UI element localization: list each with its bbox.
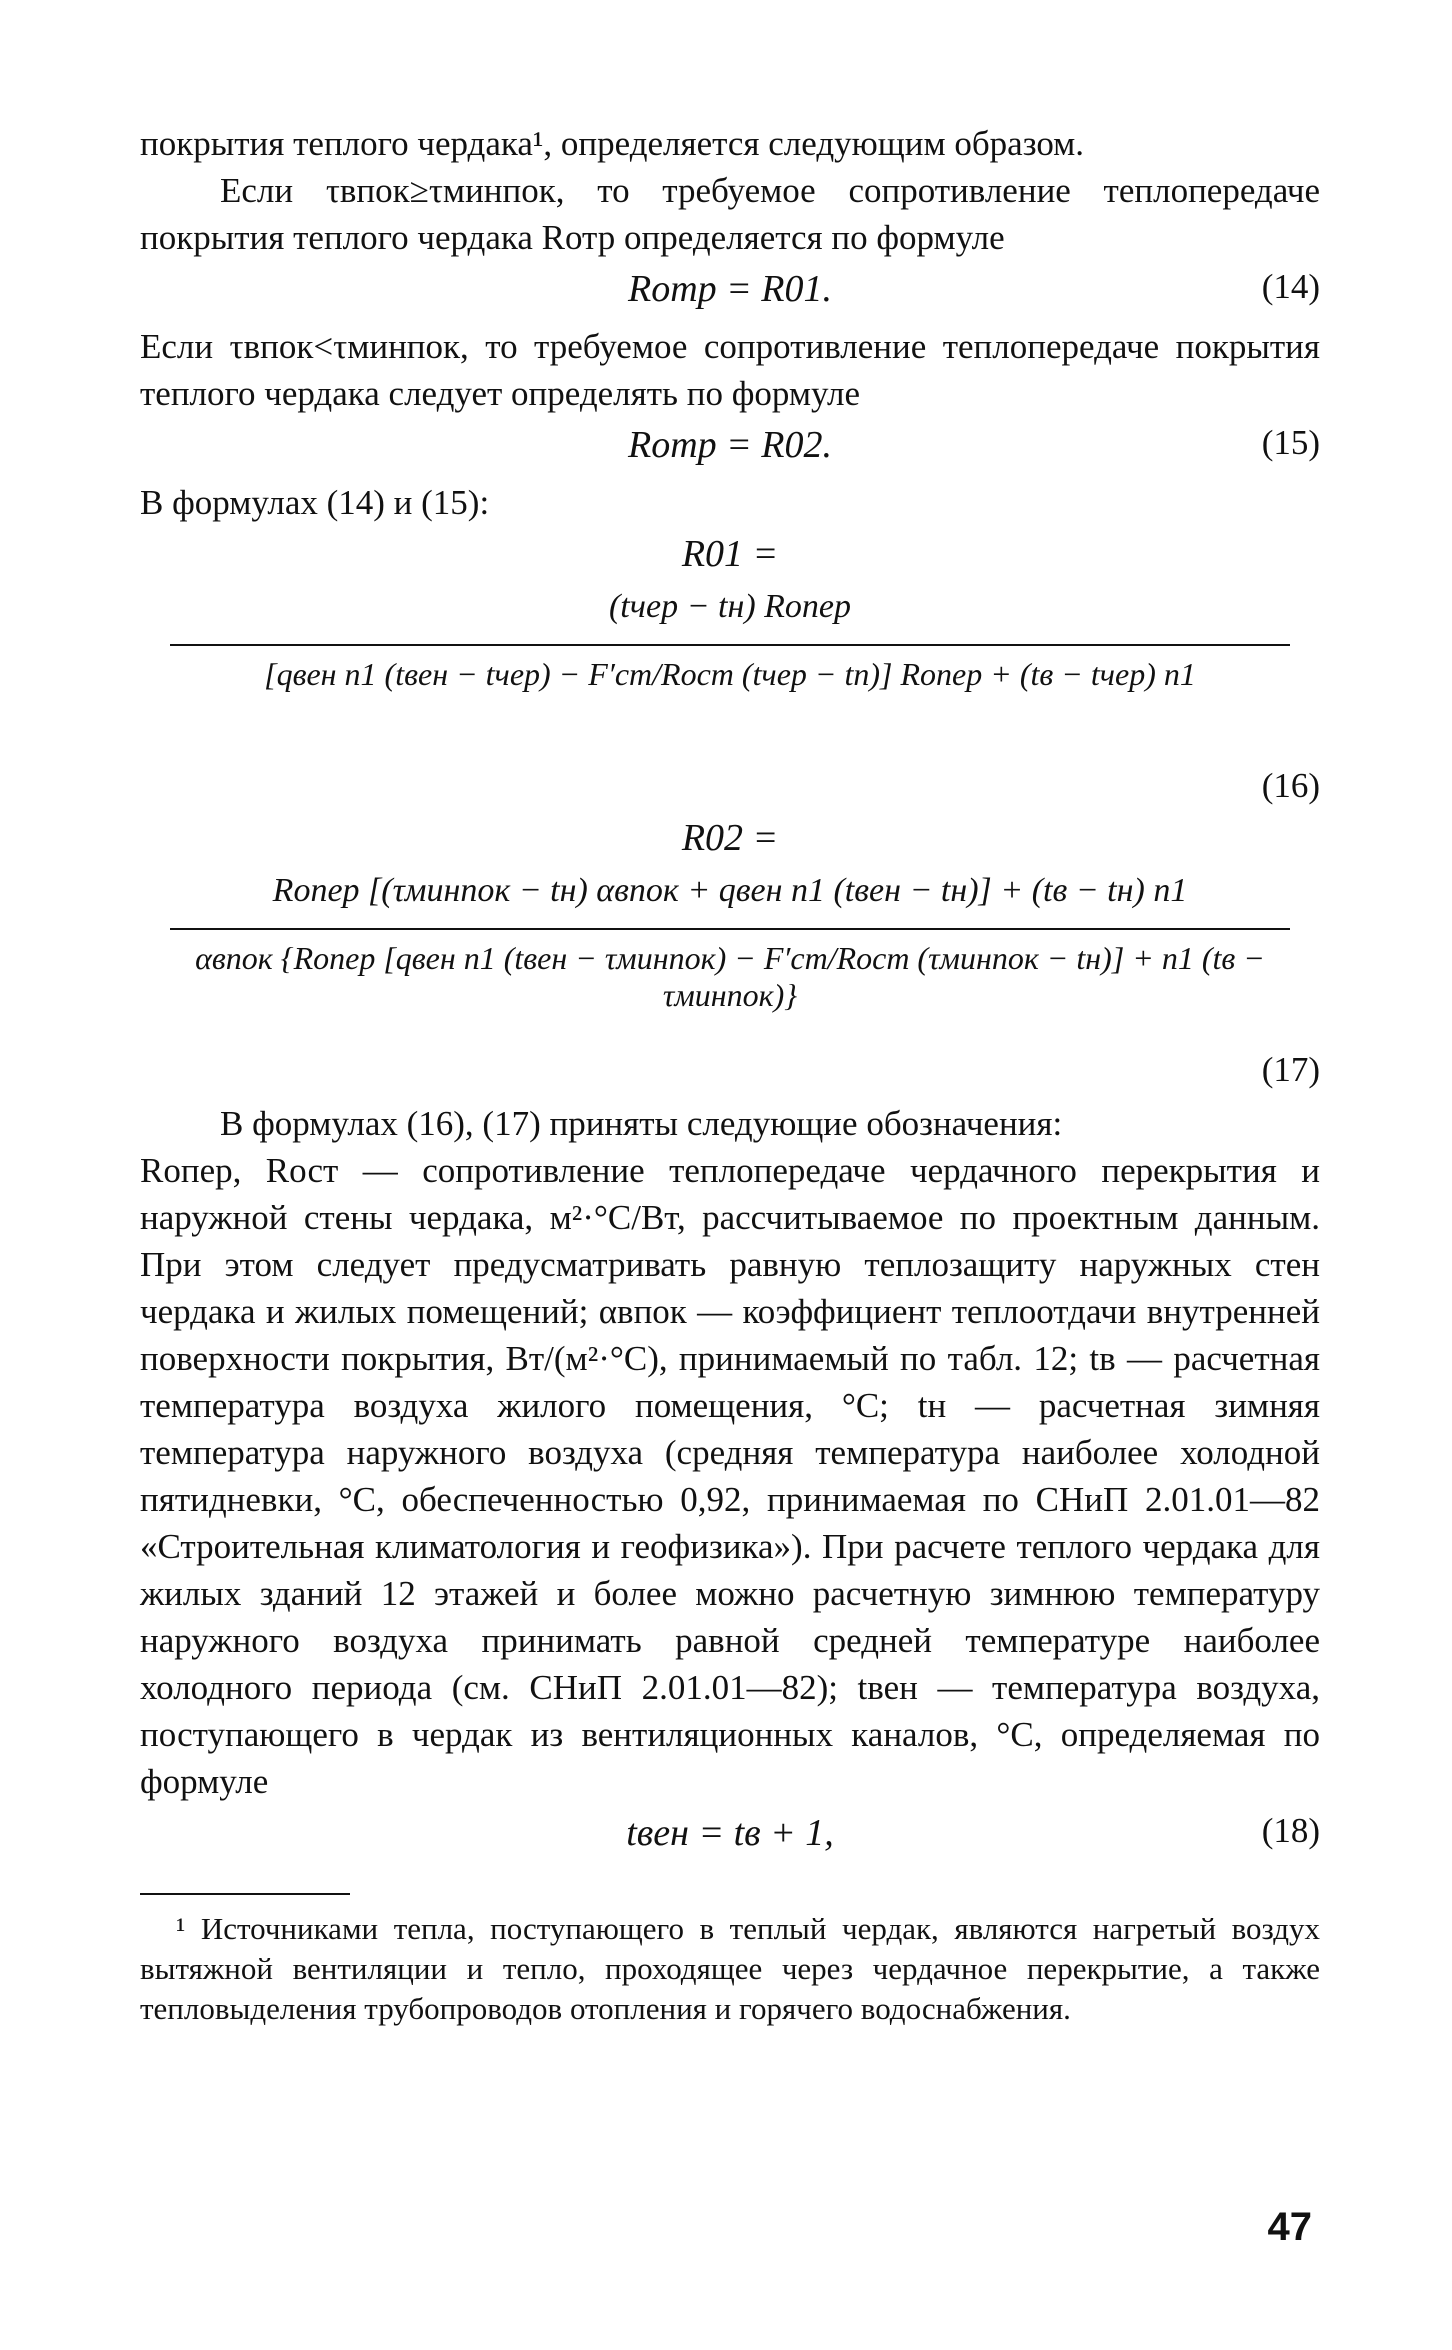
- equation-15-number: (15): [1261, 423, 1320, 462]
- footnote: ¹ Источниками тепла, поступающего в теплый чердак, являются нагретый воздух вытяжной вентиляции и тепло, проходящее через чердачное перекрытие, а также тепловыделения трубопроводов отопления и горячего водоснабжения.: [140, 1911, 1320, 2026]
- equation-14-number: (14): [1261, 267, 1320, 306]
- equation-14: [140, 261, 1320, 323]
- equation-17-lhs: R02 =: [681, 817, 779, 859]
- paragraph-3: Если τвпок<τминпок, то требуемое сопротивление теплопередаче покрытия теплого чердака следует определять по формуле: [140, 327, 1320, 413]
- equation-18-number: (18): [1261, 1811, 1320, 1850]
- equation-16-number: (16): [1261, 766, 1320, 805]
- equation-17-denominator: αвпок {Rопер [qвен n1 (tвен − τминпок) − F′ст/Rост (τминпок − tн)] + n1 (tв − τминпок)}: [195, 940, 1265, 1013]
- equation-17-number: (17): [1261, 1050, 1320, 1089]
- equation-15: [140, 417, 1320, 479]
- equation-15-body: Rотр = R02.: [627, 424, 832, 466]
- equation-16-denominator: [qвен n1 (tвен − tчер) − F′ст/Rост (tчер − tп)] Rопер + (tв − tчер) n1: [264, 656, 1196, 692]
- equation-18: [140, 1805, 1320, 1867]
- paragraph-1: покрытия теплого чердака¹, определяется следующим образом.: [140, 124, 1085, 163]
- page-body: [140, 120, 1320, 2029]
- equation-17: [140, 816, 1320, 1094]
- page-number: 47: [1267, 2205, 1312, 2249]
- paragraph-2: Если τвпок≥τминпок, то требуемое сопротивление теплопередаче покрытия теплого чердака Rотр определяется по формуле: [140, 171, 1320, 257]
- equation-14-body: Rотр = R01.: [627, 268, 832, 310]
- footnote-divider: [140, 1893, 350, 1895]
- equation-17-numerator: Rопер [(τминпок − tн) αвпок + qвен n1 (tвен − tн)] + (tв − tн) n1: [272, 872, 1188, 909]
- equation-16: [140, 532, 1320, 810]
- equation-16-lhs: R01 =: [681, 533, 779, 575]
- equation-16-numerator: (tчер − tн) Rопер: [608, 588, 852, 625]
- equation-18-body: tвен = tв + 1,: [626, 1812, 834, 1854]
- paragraph-5: В формулах (16), (17) приняты следующие обозначения:: [220, 1104, 1063, 1143]
- paragraph-4: В формулах (14) и (15):: [140, 483, 490, 522]
- paragraph-6: Rопер, Rост — сопротивление теплопередаче чердачного перекрытия и наружной стены чердака, м²·°С/Вт, рассчитываемое по проектным данным. При этом следует предусматривать равную теплозащиту наружных стен чердака и жилых помещений; αвпок — коэффициент теплоотдачи внутренней поверхности покрытия, Вт/(м²·°С), принимаемый по табл. 12; tв — расчетная температура воздуха жилого помещения, °С; tн — расчетная зимняя температура наружного воздуха (средняя температура наиболее холодной пятидневки, °С, обеспеченностью 0,92, принимаемая по СНиП 2.01.01—82 «Строительная климатология и геофизика»). При расчете теплого чердака для жилых зданий 12 этажей и более можно расчетную зимнюю температуру наружного воздуха принимать равной средней температуре наиболее холодного периода (см. СНиП 2.01.01—82); tвен — температура воздуха, поступающего в чердак из вентиляционных каналов, °С, определяемая по формуле: [140, 1151, 1320, 1801]
